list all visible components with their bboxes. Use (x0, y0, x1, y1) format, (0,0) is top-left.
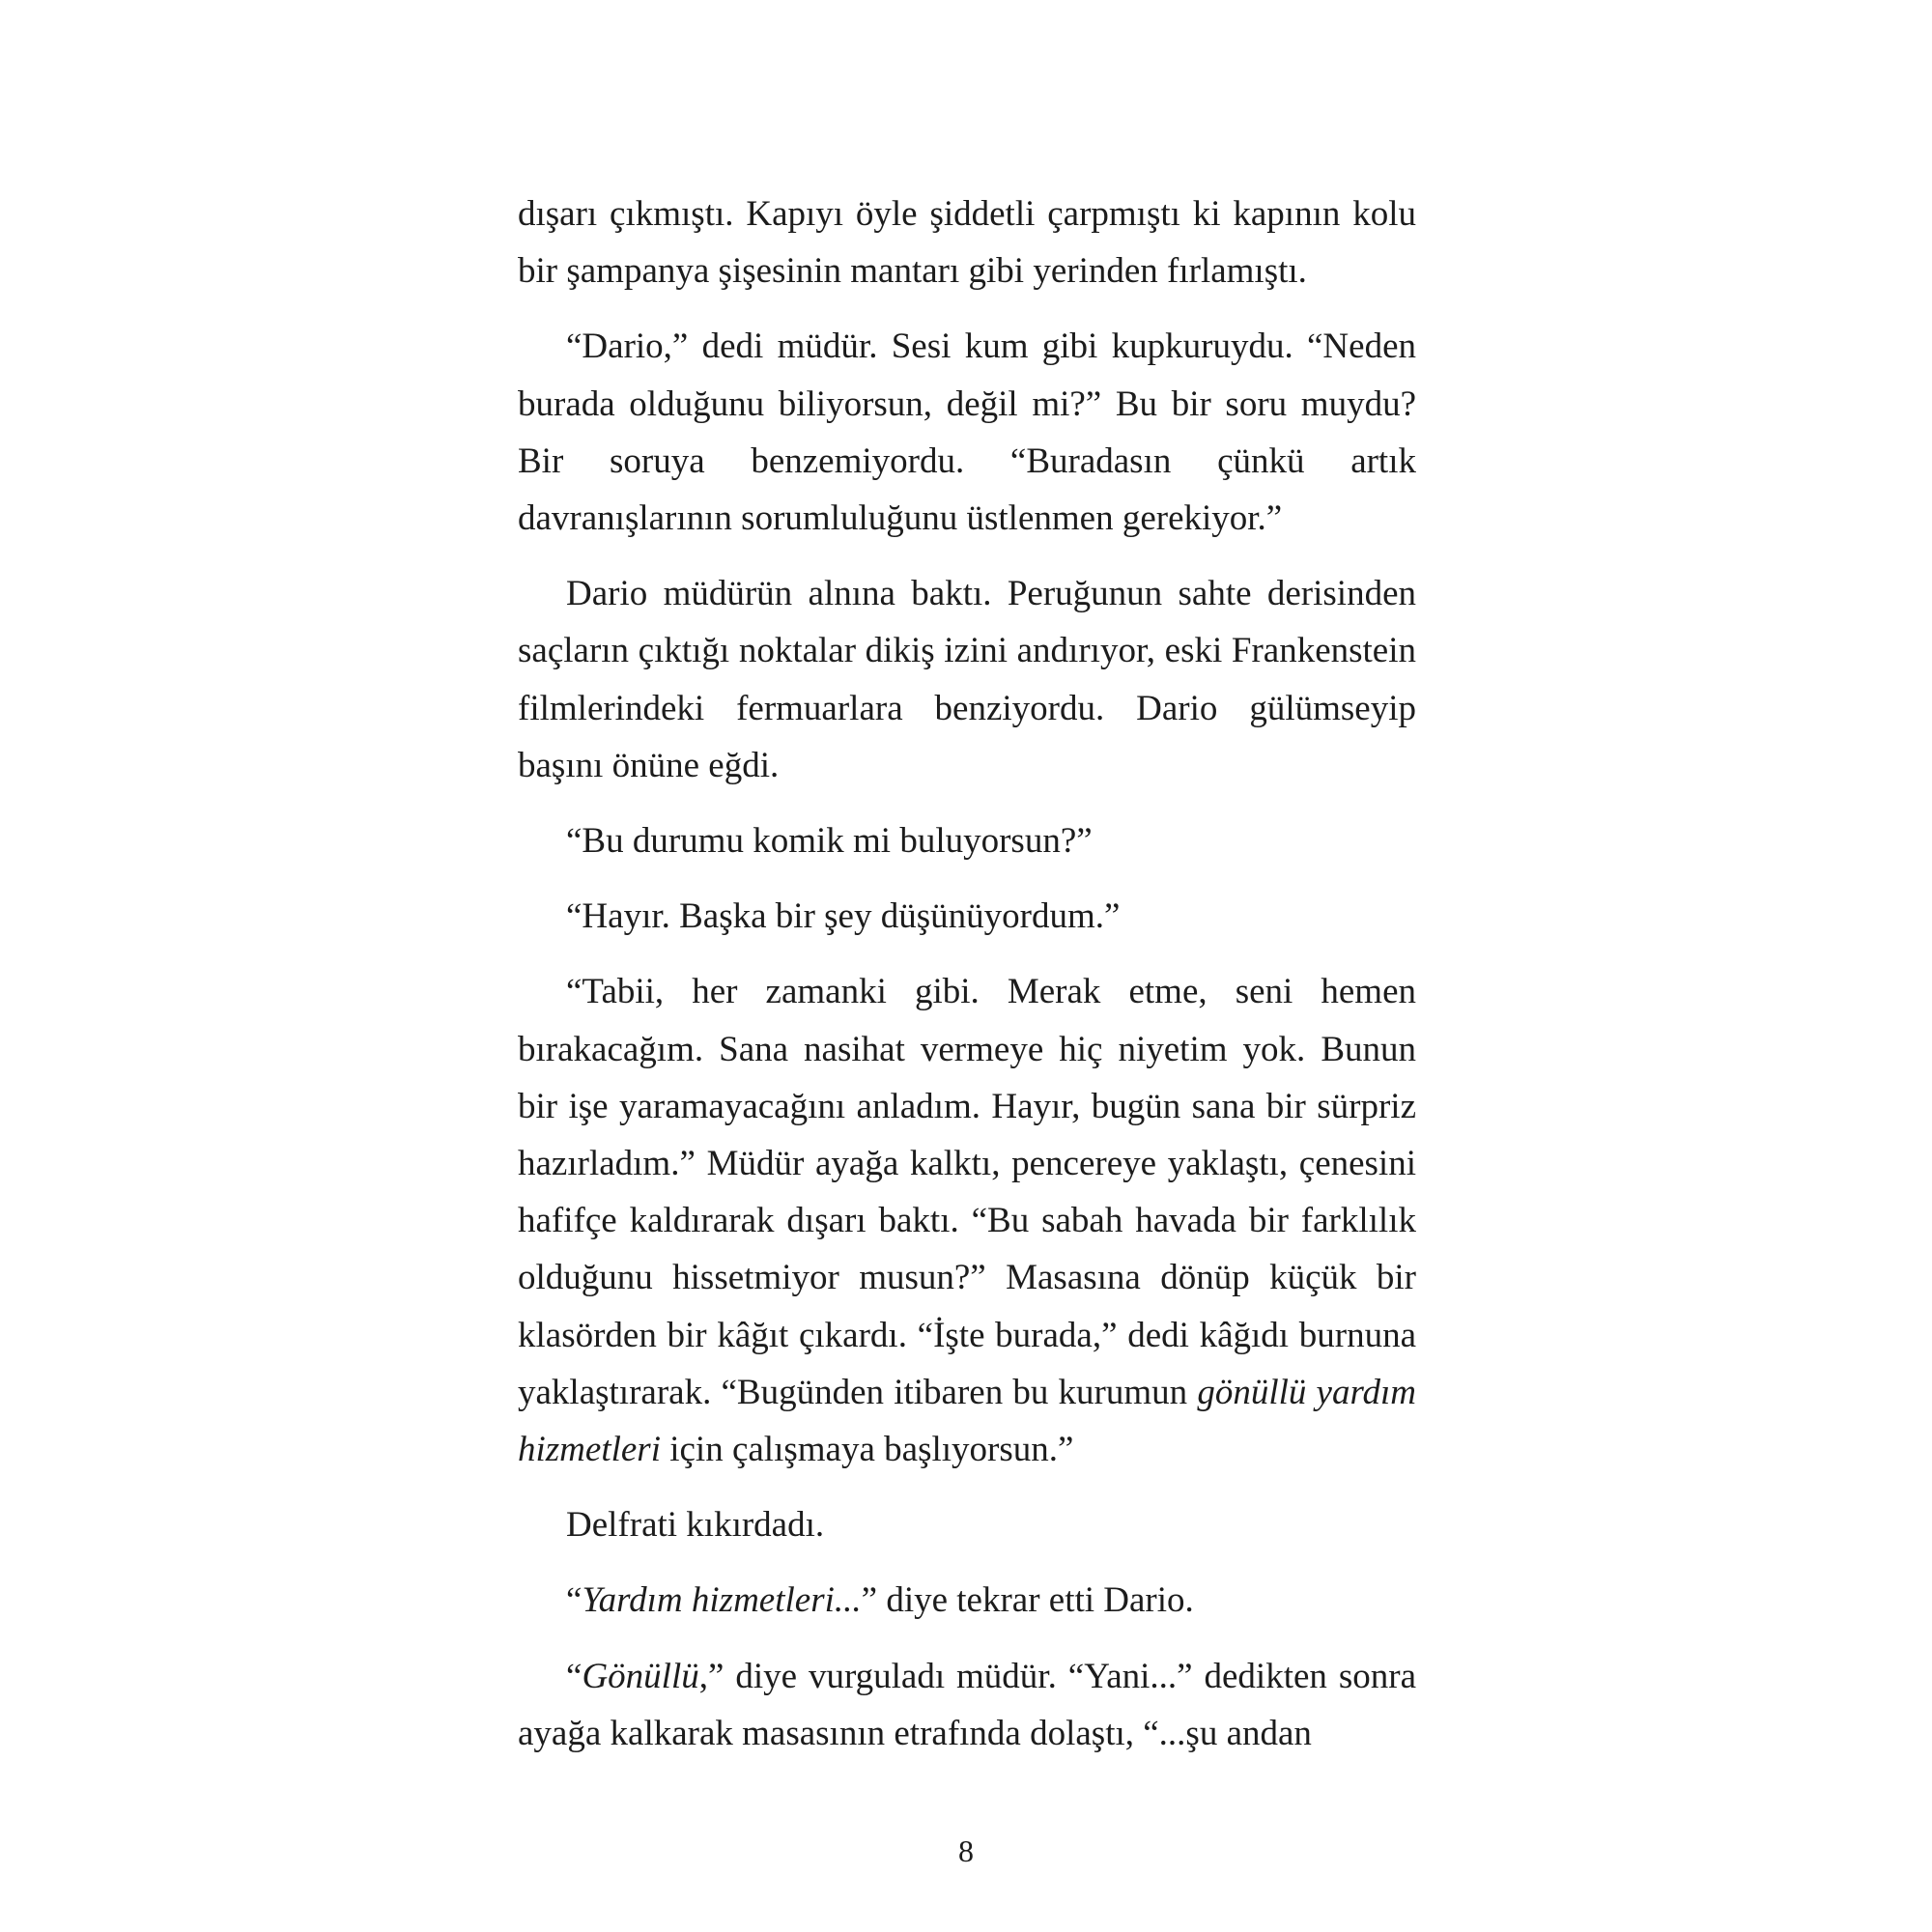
paragraph-6-text-b: için çalışmaya başlıyorsun.” (660, 1430, 1074, 1470)
paragraph-9 (518, 1648, 1416, 1762)
paragraph-1-text: dışarı çıkmıştı. Kapıyı öyle şiddetli çarpmıştı ki kapının kolu bir şampanya şişesinin mantarı gibi yerinden fırlamıştı. (518, 194, 1416, 292)
paragraph-8-text-a: “ (566, 1580, 582, 1621)
paragraph-6-text-a: “Tabii, her zamanki gibi. Merak etme, seni hemen bırakacağım. Sana nasihat vermeye hiç niyetim yok. Bunun bir işe yaramayacağını anladım. Hayır, bugün sana bir sürpriz hazırladım.” Müdür ayağa kalktı, pencereye yaklaştı, çenesini hafifçe kaldırarak dışarı baktı. “Bu sabah havada bir farklılık olduğunu hissetmiyor musun?” Masasına dönüp küçük bir klasörden bir kâğıt çıkardı. “İşte burada,” dedi kâğıdı burnuna yaklaştırarak. “Bugünden itibaren bu kurumun (518, 972, 1416, 1412)
paragraph-4 (518, 812, 1416, 869)
paragraph-5-text: “Hayır. Başka bir şey düşünüyordum.” (566, 896, 1121, 937)
paragraph-9-text-b: ,” diye vurguladı müdür. “Yani...” dedikten sonra ayağa kalkarak masasının etrafında dolaştı, “...şu andan (518, 1656, 1416, 1753)
paragraph-9-text-a: “ (566, 1656, 582, 1696)
paragraph-9-emphasis: Gönüllü (582, 1656, 699, 1696)
paragraph-1 (518, 185, 1416, 299)
paragraph-8-emphasis: Yardım hizmetleri... (582, 1580, 862, 1621)
paragraph-3-text: Dario müdürün alnına baktı. Peruğunun sahte derisinden saçların çıktığı noktalar dikiş izini andırıyor, eski Frankenstein filmlerindeki fermuarlara benziyordu. Dario gülümseyip başını önüne eğdi. (518, 574, 1416, 785)
paragraph-8-text-b: ” diye tekrar etti Dario. (861, 1580, 1194, 1621)
paragraph-6-emphasis: gönüllü yardım hizmetleri (518, 1372, 1416, 1470)
page-body-text (518, 185, 1416, 1780)
paragraph-6 (518, 963, 1416, 1478)
paragraph-5 (518, 888, 1416, 945)
paragraph-3 (518, 565, 1416, 794)
paragraph-2 (518, 318, 1416, 547)
paragraph-8 (518, 1572, 1416, 1629)
paragraph-2-text: “Dario,” dedi müdür. Sesi kum gibi kupkuruydu. “Neden burada olduğunu biliyorsun, değil mi?” Bu bir soru muydu? Bir soruya benzemiyordu. “Buradasın çünkü artık davranışlarının sorumluluğunu üstlenmen gerekiyor.” (518, 327, 1416, 539)
page-number: 8 (958, 1833, 974, 1868)
paragraph-7 (518, 1496, 1416, 1553)
paragraph-4-text: “Bu durumu komik mi buluyorsun?” (566, 821, 1093, 862)
paragraph-7-text: Delfrati kıkırdadı. (566, 1505, 825, 1546)
